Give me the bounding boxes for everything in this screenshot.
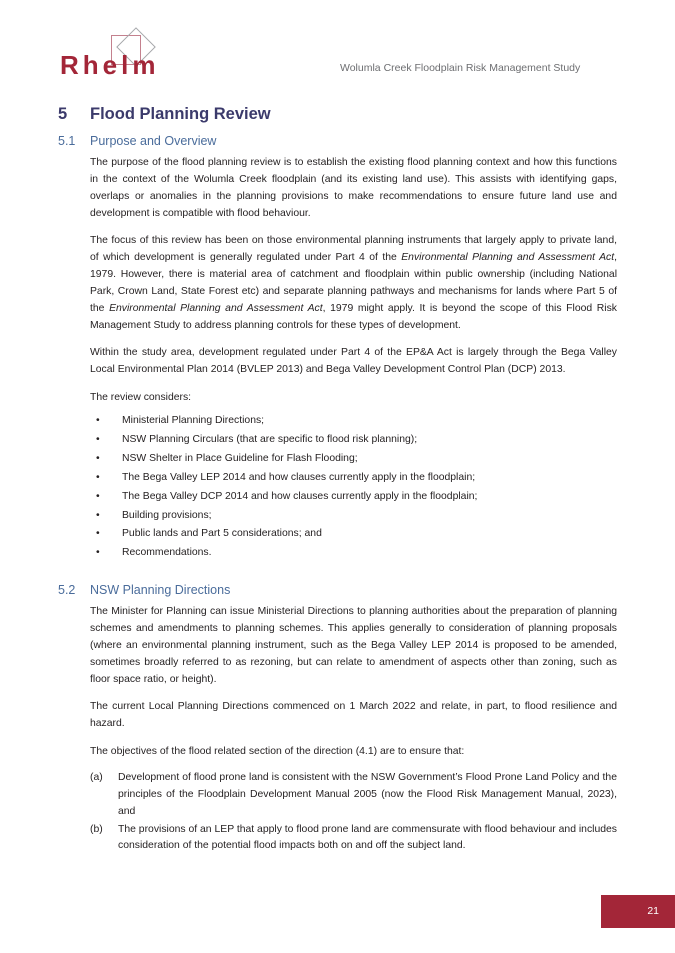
subsection-title-5-1: Purpose and Overview: [90, 134, 217, 148]
section-title: Flood Planning Review: [90, 105, 271, 123]
section-number: 5: [58, 105, 68, 123]
list-item: • Ministerial Planning Directions;: [122, 416, 617, 435]
subsection-heading-5-2: [58, 583, 675, 597]
page-content: [0, 105, 675, 856]
rhelm-logo: [60, 30, 195, 82]
subsection-title-5-2: NSW Planning Directions: [90, 583, 231, 598]
act-citation-1: Environmental Planning and Assessment Act: [401, 252, 615, 264]
list-item: • NSW Planning Circulars (that are specific to flood risk planning);: [122, 435, 617, 454]
page-header: [0, 0, 675, 95]
list-item: [90, 770, 617, 822]
paragraph-review-focus: [90, 233, 617, 334]
list-item: • Public lands and Part 5 considerations; and: [122, 529, 617, 548]
subsection-number-5-2: 5.2: [58, 583, 76, 598]
subsection-heading-5-1: [58, 134, 675, 148]
act-citation-2: Environmental Planning and Assessment Act: [109, 302, 323, 314]
list-item: • Recommendations.: [122, 548, 617, 567]
list-item: • The Bega Valley DCP 2014 and how clauses currently apply in the floodplain;: [122, 492, 617, 511]
paragraph-ministerial-directions: The Minister for Planning can issue Ministerial Directions to planning authorities about the preparation of planning schemes and amendments to planning schemes. This applies generally to consideration of planning proposals (where an environmental planning instrument, such as the Bega Valley LEP 2014 is proposed to be amended, sometimes broadly referred to as rezoning, but can relate to amendment of aspects other than zoning, such as floor space ratio, or height).: [90, 606, 617, 685]
paragraph-review-focus-part2: , 1979. However, there is material area of catchment and floodplain within public ownership (including National Park, Crown Land, State Forest etc) and separate planning pathways and mechanisms for lands where Part 5 of the: [90, 252, 617, 314]
list-item-marker: (b): [90, 823, 103, 835]
header-document-title: Wolumla Creek Floodplain Risk Management Study: [340, 62, 581, 74]
list-item-marker: (a): [90, 771, 103, 783]
list-item: • NSW Shelter in Place Guideline for Flash Flooding;: [122, 454, 617, 473]
section-heading: [58, 105, 675, 124]
page-number: 21: [647, 905, 659, 917]
footer-page-badge: [601, 895, 675, 928]
paragraph-review-considers-intro: The review considers:: [90, 392, 192, 404]
paragraph-study-area: Within the study area, development regulated under Part 4 of the EP&A Act is largely through the Bega Valley Local Environmental Plan 2014 (BVLEP 2013) and Bega Valley Development Control Plan (DCP) 2013.: [90, 347, 617, 376]
paragraph-review-focus-part1: The focus of this review has been on those environmental planning instruments that largely apply to private land, of which development is generally regulated under Part 4 of the: [90, 235, 617, 264]
list-item-text: The provisions of an LEP that apply to flood prone land are commensurate with flood behaviour and includes consideration of the potential flood impacts both on and off the subject land.: [118, 823, 617, 852]
list-item: [90, 822, 617, 857]
logo-wordmark: Rhelm: [60, 50, 160, 80]
paragraph-objectives-intro: The objectives of the flood related section of the direction (4.1) are to ensure that:: [90, 746, 465, 758]
list-item: • Building provisions;: [122, 511, 617, 530]
paragraph-review-focus-part3: , 1979 might apply. It is beyond the scope of this Flood Risk Management Study to address planning controls for these types of development.: [90, 302, 617, 331]
paragraph-current-directions: The current Local Planning Directions commenced on 1 March 2022 and relate, in part, to flood resilience and hazard.: [90, 701, 617, 730]
subsection-number-5-1: 5.1: [58, 134, 76, 148]
list-item: • The Bega Valley LEP 2014 and how clauses currently apply in the floodplain;: [122, 473, 617, 492]
list-item-text: Development of flood prone land is consistent with the NSW Government’s Flood Prone Land Policy and the principles of the Floodplain Development Manual 2005 (now the Flood Risk Management Manual, 2023), and: [118, 771, 617, 817]
review-considers-list: [0, 416, 675, 567]
objectives-list: [0, 770, 675, 856]
paragraph-purpose-overview: The purpose of the flood planning review is to establish the existing flood planning context and how this functions in the context of the Wolumla Creek floodplain (and its existing land use). This assists with identifying gaps, overlaps or anomalies in the planning provisions to make recommendations to ensure future land use and development is compatible with flood behaviour.: [90, 157, 617, 219]
